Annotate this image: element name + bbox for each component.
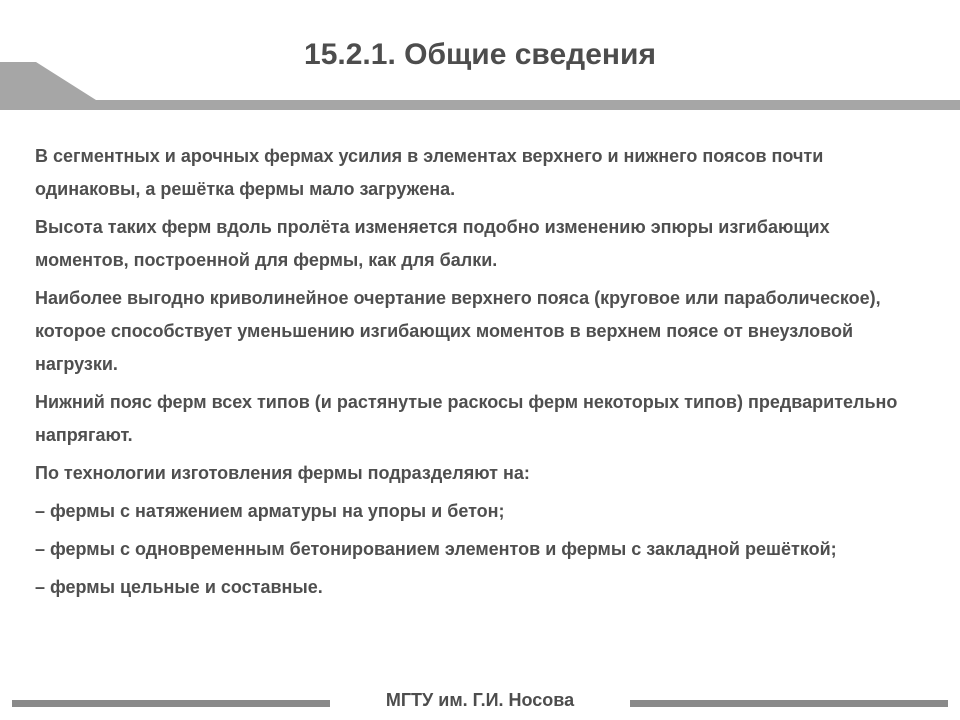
list-item: – фермы с натяжением арматуры на упоры и бетон; (35, 501, 505, 521)
header-bar-shape (0, 62, 960, 110)
paragraph-4: Нижний пояс ферм всех типов (и растянутые раскосы ферм некоторых типов) предварительно напрягают. (35, 392, 898, 445)
paragraph-1: В сегментных и арочных фермах усилия в элементах верхнего и нижнего поясов почти одинаковы, а решётка фермы мало загружена. (35, 146, 824, 199)
paragraph-2: Высота таких ферм вдоль пролёта изменяется подобно изменению эпюры изгибающих моментов, построенной для фермы, как для балки. (35, 217, 830, 270)
list-item: – фермы цельные и составные. (35, 577, 323, 597)
slide-body (35, 140, 915, 609)
header-decorative-bar (0, 62, 960, 112)
slide-title: 15.2.1. Общие сведения (304, 38, 656, 71)
footer-institution: МГТУ им. Г.И. Носова (385, 690, 575, 710)
paragraph-5: По технологии изготовления фермы подразделяют на: (35, 463, 530, 483)
footer-bar-right (630, 700, 948, 707)
paragraph-3: Наиболее выгодно криволинейное очертание верхнего пояса (круговое или параболическое), которое способствует уменьшению изгибающих моментов в верхнем поясе от внеузловой нагрузки. (35, 288, 881, 374)
footer-bar-left (12, 700, 330, 707)
truss-types-list (35, 495, 915, 604)
list-item: – фермы с одновременным бетонированием элементов и фермы с закладной решёткой; (35, 539, 837, 559)
